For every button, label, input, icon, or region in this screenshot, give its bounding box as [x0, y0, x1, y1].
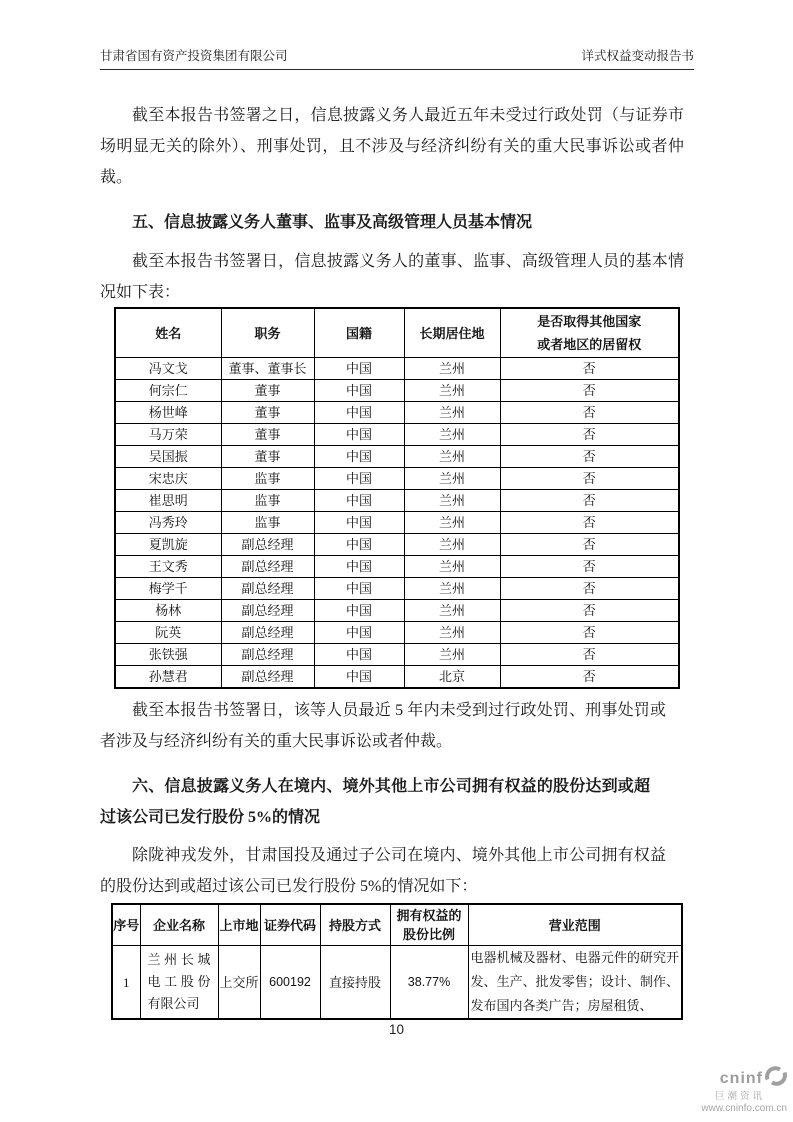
- table-cell: 北京: [404, 666, 500, 689]
- table-cell: 否: [500, 446, 679, 468]
- table-cell: 监事: [221, 490, 314, 512]
- table-row: [115, 424, 679, 446]
- table-cell: 上交所: [218, 946, 260, 1020]
- paragraph-personnel-penalties: 截至本报告书签署日，该等人员最近 5 年内未受到过行政处罚、刑事处罚或者涉及与经济纠纷有关的重大民事诉讼或者仲裁。: [100, 702, 666, 750]
- table-cell: 王文秀: [115, 556, 221, 578]
- table-cell: 副总经理: [221, 622, 314, 644]
- table-cell: 否: [500, 512, 679, 534]
- section5-heading: 五、信息披露义务人董事、监事及高级管理人员基本情况: [132, 214, 533, 231]
- table-cell: 中国: [314, 600, 404, 622]
- table-cell: 兰州: [404, 446, 500, 468]
- table-cell: 监事: [221, 468, 314, 490]
- table-cell: 兰州: [404, 490, 500, 512]
- table-row: [115, 556, 679, 578]
- table-row: [115, 578, 679, 600]
- table-cell: 否: [500, 644, 679, 666]
- table-cell: 中国: [314, 556, 404, 578]
- table-cell: 杨世峰: [115, 402, 221, 424]
- col-header-name: 姓名: [115, 308, 221, 358]
- table-cell: 中国: [314, 402, 404, 424]
- table-cell: 兰州: [404, 644, 500, 666]
- table-cell: 兰州: [404, 402, 500, 424]
- directors-table: [114, 307, 680, 689]
- table-cell: 否: [500, 402, 679, 424]
- table-cell: 冯文戈: [115, 358, 221, 380]
- table-cell: 夏凯旋: [115, 534, 221, 556]
- table-cell: 否: [500, 380, 679, 402]
- table-cell: 孙慧君: [115, 666, 221, 689]
- table-cell: 吴国振: [115, 446, 221, 468]
- table-cell: 中国: [314, 446, 404, 468]
- table-cell: 兰州: [404, 468, 500, 490]
- table-cell: 马万荣: [115, 424, 221, 446]
- cninfo-logo-subtitle: 巨潮资讯: [714, 1090, 765, 1102]
- table-cell: 否: [500, 534, 679, 556]
- table-row: [115, 666, 679, 689]
- table-cell: 否: [500, 468, 679, 490]
- table-cell: 直接持股: [320, 946, 390, 1020]
- table-cell: 兰州: [404, 578, 500, 600]
- table-cell: 冯秀玲: [115, 512, 221, 534]
- table-cell: 梅学千: [115, 578, 221, 600]
- table-cell: 副总经理: [221, 578, 314, 600]
- table-header-row: [115, 308, 679, 358]
- table-cell: 董事: [221, 402, 314, 424]
- col-header-company: 企业名称: [140, 904, 218, 946]
- table-cell: 兰州: [404, 622, 500, 644]
- table-cell: 张铁强: [115, 644, 221, 666]
- table-cell: 何宗仁: [115, 380, 221, 402]
- table-cell: 监事: [221, 512, 314, 534]
- col-header-residence: 长期居住地: [404, 308, 500, 358]
- col-header-nationality: 国籍: [314, 308, 404, 358]
- table-cell: 董事: [221, 424, 314, 446]
- col-header-holding-method: 持股方式: [320, 904, 390, 946]
- col-header-business-scope: 营业范围: [468, 904, 682, 946]
- table-row: [115, 644, 679, 666]
- table-cell: 杨林: [115, 600, 221, 622]
- table-cell: 否: [500, 578, 679, 600]
- col-header-stock-code: 证券代码: [260, 904, 320, 946]
- col-header-foreign-residency: 是否取得其他国家或者地区的居留权: [500, 308, 679, 358]
- table-row: [115, 468, 679, 490]
- table-cell: 兰州: [404, 534, 500, 556]
- col-header-listing-place: 上市地: [218, 904, 260, 946]
- table-cell: 董事、董事长: [221, 358, 314, 380]
- table-cell: 董事: [221, 380, 314, 402]
- section6-heading: 六、信息披露义务人在境内、境外其他上市公司拥有权益的股份达到或超过该公司已发行股份 5%的情况: [100, 778, 650, 826]
- table-row: [115, 622, 679, 644]
- running-header: [100, 46, 694, 70]
- table-cell: 副总经理: [221, 556, 314, 578]
- table-cell: 中国: [314, 380, 404, 402]
- cninfo-swirl-icon: [765, 1066, 787, 1091]
- table-cell: 兰州: [404, 600, 500, 622]
- header-company-name: 甘肃省国有资产投资集团有限公司: [100, 49, 288, 63]
- cninfo-watermark: [677, 1066, 787, 1114]
- table-cell: 副总经理: [221, 644, 314, 666]
- table-cell: 电器机械及器材、电器元件的研究开发、生产、批发零售；设计、制作、发布国内各类广告；房屋租赁、: [468, 946, 682, 1020]
- table-cell: 兰州: [404, 380, 500, 402]
- table-row: [115, 358, 679, 380]
- table-cell: 兰州: [404, 358, 500, 380]
- table-row: [115, 490, 679, 512]
- table-cell: 1: [112, 946, 140, 1020]
- table-cell: 宋忠庆: [115, 468, 221, 490]
- paragraph-table2-intro: 除陇神戎发外，甘肃国投及通过子公司在境内、境外其他上市公司拥有权益的股份达到或超过该公司已发行股份 5%的情况如下：: [100, 847, 666, 895]
- table-cell: 崔思明: [115, 490, 221, 512]
- table-cell: 兰州长城电工股份有限公司: [140, 946, 218, 1020]
- page-number: 10: [388, 1022, 405, 1037]
- cninfo-logo-word: cninf: [719, 1069, 763, 1087]
- table-cell: 否: [500, 490, 679, 512]
- header-doc-title: 详式权益变动报告书: [581, 49, 694, 63]
- listed-companies-table: [111, 903, 683, 1020]
- table-cell: 否: [500, 556, 679, 578]
- cninfo-logo-url: www.cninfo.com.cn: [701, 1102, 787, 1114]
- table-cell: 中国: [314, 578, 404, 600]
- table-cell: 否: [500, 666, 679, 689]
- table-cell: 中国: [314, 358, 404, 380]
- table-cell: 兰州: [404, 512, 500, 534]
- col-header-position: 职务: [221, 308, 314, 358]
- table-row: [112, 946, 682, 1020]
- table-cell: 中国: [314, 534, 404, 556]
- table-cell: 兰州: [404, 556, 500, 578]
- table-header-row: [112, 904, 682, 946]
- paragraph-penalties-disclosure: 截至本报告书签署之日，信息披露义务人最近五年未受过行政处罚（与证券市场明显无关的除外）、刑事处罚，且不涉及与经济纠纷有关的重大民事诉讼或者仲裁。: [100, 107, 684, 186]
- table-row: [115, 446, 679, 468]
- table-row: [115, 512, 679, 534]
- table-cell: 600192: [260, 946, 320, 1020]
- table-cell: 否: [500, 358, 679, 380]
- table-cell: 兰州: [404, 424, 500, 446]
- table-cell: 副总经理: [221, 534, 314, 556]
- col-header-share-ratio: 拥有权益的股份比例: [390, 904, 468, 946]
- table-cell: 副总经理: [221, 666, 314, 689]
- table-row: [115, 534, 679, 556]
- table-cell: 中国: [314, 622, 404, 644]
- table-cell: 中国: [314, 644, 404, 666]
- table-cell: 否: [500, 424, 679, 446]
- table-cell: 副总经理: [221, 600, 314, 622]
- table-cell: 38.77%: [390, 946, 468, 1020]
- table-cell: 中国: [314, 468, 404, 490]
- table-cell: 中国: [314, 424, 404, 446]
- table-cell: 中国: [314, 512, 404, 534]
- table-row: [115, 380, 679, 402]
- paragraph-table1-intro: 截至本报告书签署日，信息披露义务人的董事、监事、高级管理人员的基本情况如下表：: [100, 253, 684, 301]
- table-row: [115, 402, 679, 424]
- table-cell: 否: [500, 600, 679, 622]
- col-header-index: 序号: [112, 904, 140, 946]
- table-cell: 中国: [314, 666, 404, 689]
- table-cell: 否: [500, 622, 679, 644]
- table-cell: 阮英: [115, 622, 221, 644]
- table-cell: 董事: [221, 446, 314, 468]
- table-cell: 中国: [314, 490, 404, 512]
- table-row: [115, 600, 679, 622]
